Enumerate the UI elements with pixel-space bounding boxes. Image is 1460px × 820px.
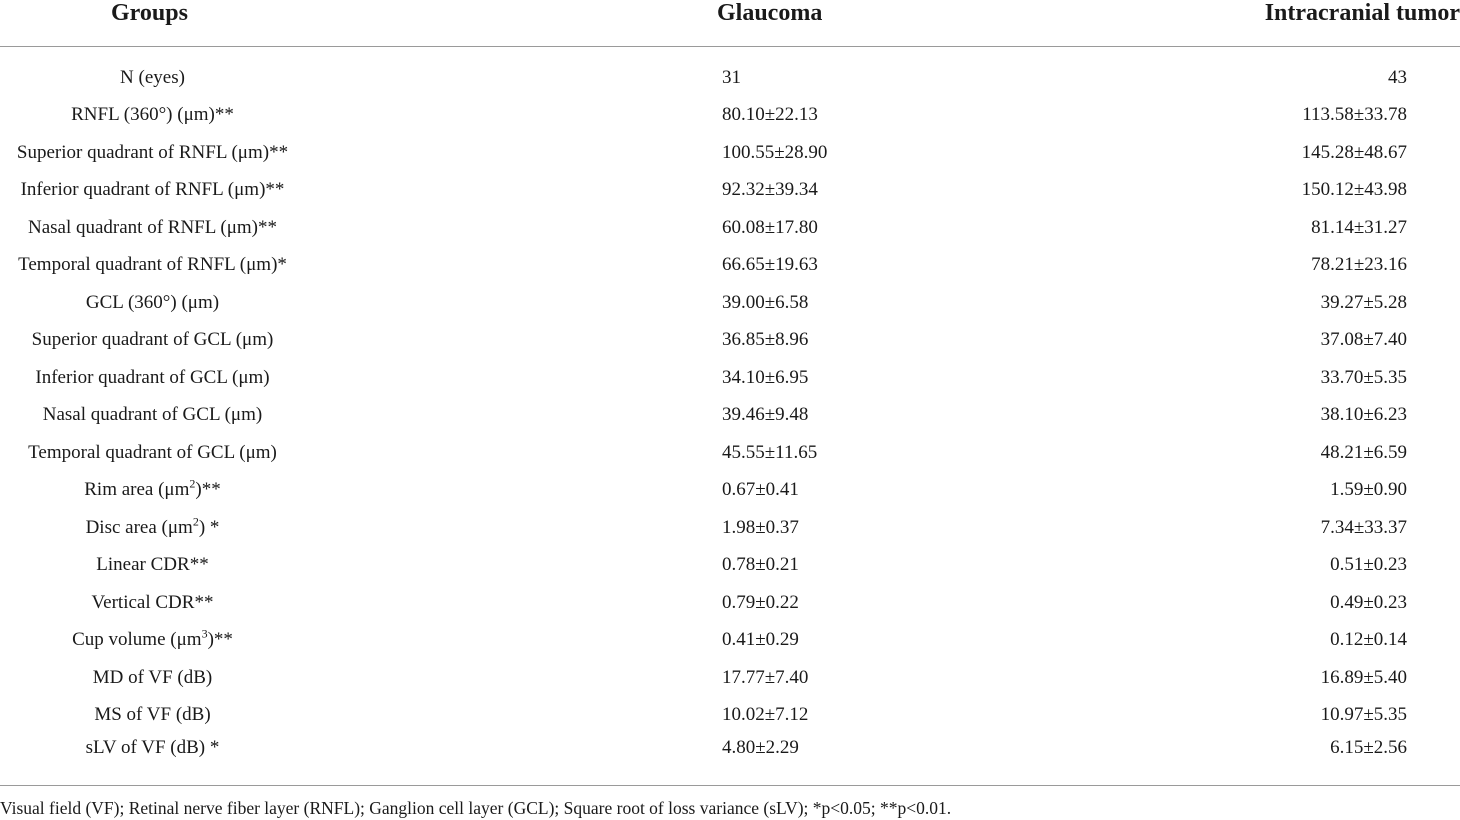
table-row [0,359,1460,397]
tumor-value: 37.08±7.40 [1320,329,1407,351]
glaucoma-value: 0.41±0.29 [722,629,799,651]
table-footnote: Visual field (VF); Retinal nerve fiber layer (RNFL); Ganglion cell layer (GCL); Square root of loss variance (sLV); *p<0.05; **p<0.01. [0,785,1460,819]
table-row [0,247,1460,285]
row-label: Superior quadrant of GCL (μm) [31,329,274,351]
glaucoma-value: 1.98±0.37 [722,516,799,538]
tumor-value: 145.28±48.67 [1301,141,1407,163]
table-row [0,97,1460,135]
glaucoma-value: 0.67±0.41 [722,479,799,501]
glaucoma-value: 4.80±2.29 [722,737,799,758]
header-intracranial-tumor: Intracranial tumor [1245,0,1460,47]
header-groups: Groups [0,0,305,47]
row-label-superscript: 2 [189,476,196,491]
table-body [0,47,1460,783]
row-label [0,509,305,547]
row-label: Nasal quadrant of GCL (μm) [42,404,263,426]
tumor-value: 6.15±2.56 [1330,737,1407,758]
row-label-superscript: 2 [192,514,199,529]
row-label: Nasal quadrant of RNFL (μm)** [27,216,278,238]
tumor-value: 78.21±23.16 [1311,254,1407,276]
tumor-value: 113.58±33.78 [1302,104,1407,126]
row-label: Vertical CDR** [91,591,214,613]
row-label: Inferior quadrant of GCL (μm) [35,366,270,388]
table-row [0,397,1460,435]
row-label [0,472,305,510]
row-label-text: Rim area (μm [84,479,190,501]
glaucoma-value: 100.55±28.90 [722,141,828,163]
table-row [0,659,1460,697]
glaucoma-value: 66.65±19.63 [722,254,818,276]
row-label-text: Disc area (μm [85,516,193,538]
tumor-value: 48.21±6.59 [1320,441,1407,463]
table-row [0,472,1460,510]
table-row [0,209,1460,247]
glaucoma-value: 92.32±39.34 [722,179,818,201]
glaucoma-value: 36.85±8.96 [722,329,809,351]
glaucoma-value: 17.77±7.40 [722,666,809,688]
tumor-value: 38.10±6.23 [1320,404,1407,426]
glaucoma-value: 0.78±0.21 [722,554,799,576]
row-label: Temporal quadrant of GCL (μm) [28,441,277,463]
row-label: RNFL (360°) (μm)** [71,104,234,126]
table-header-row [0,0,1460,47]
table-row [0,584,1460,622]
row-label: sLV of VF (dB) * [85,737,220,758]
row-label: MD of VF (dB) [92,666,213,688]
table-row [0,509,1460,547]
table-row [0,697,1460,735]
tumor-value: 150.12±43.98 [1301,179,1407,201]
tumor-value: 1.59±0.90 [1330,479,1407,501]
table-row [0,284,1460,322]
row-label: Inferior quadrant of RNFL (μm)** [20,179,285,201]
tumor-value: 81.14±31.27 [1311,216,1407,238]
table-row [0,322,1460,360]
row-label-suffix: ) * [198,516,220,538]
row-label: N (eyes) [120,66,185,88]
row-label-text: Cup volume (μm [72,629,202,651]
row-label-suffix: )** [207,629,233,651]
row-label: Linear CDR** [96,554,209,576]
row-label: GCL (360°) (μm) [85,291,220,313]
glaucoma-value: 31 [722,66,741,88]
row-label-superscript: 3 [201,626,208,641]
tumor-value: 39.27±5.28 [1320,291,1407,313]
table-row [0,622,1460,660]
tumor-value: 10.97±5.35 [1320,704,1407,726]
tumor-value: 43 [1388,66,1407,88]
tumor-value: 7.34±33.37 [1320,516,1407,538]
row-label-suffix: )** [195,479,221,501]
glaucoma-value: 39.00±6.58 [722,291,809,313]
header-glaucoma: Glaucoma [305,0,1245,47]
glaucoma-value: 45.55±11.65 [722,441,818,463]
glaucoma-value: 60.08±17.80 [722,216,818,238]
row-label: Temporal quadrant of RNFL (μm)* [18,254,287,276]
tumor-value: 33.70±5.35 [1320,366,1407,388]
glaucoma-value: 0.79±0.22 [722,591,799,613]
tumor-value: 0.51±0.23 [1330,554,1407,576]
table-row [0,134,1460,172]
row-label: Superior quadrant of RNFL (μm)** [16,141,289,163]
tumor-value: 0.12±0.14 [1330,629,1407,651]
glaucoma-value: 34.10±6.95 [722,366,809,388]
table-row [0,59,1460,97]
row-label [0,622,305,660]
table-row [0,434,1460,472]
row-label: MS of VF (dB) [94,704,211,726]
glaucoma-value: 39.46±9.48 [722,404,809,426]
glaucoma-value: 10.02±7.12 [722,704,809,726]
tumor-value: 0.49±0.23 [1330,591,1407,613]
glaucoma-value: 80.10±22.13 [722,104,818,126]
table-row [0,734,1460,782]
table-row [0,547,1460,585]
tumor-value: 16.89±5.40 [1320,666,1407,688]
table-row [0,172,1460,210]
